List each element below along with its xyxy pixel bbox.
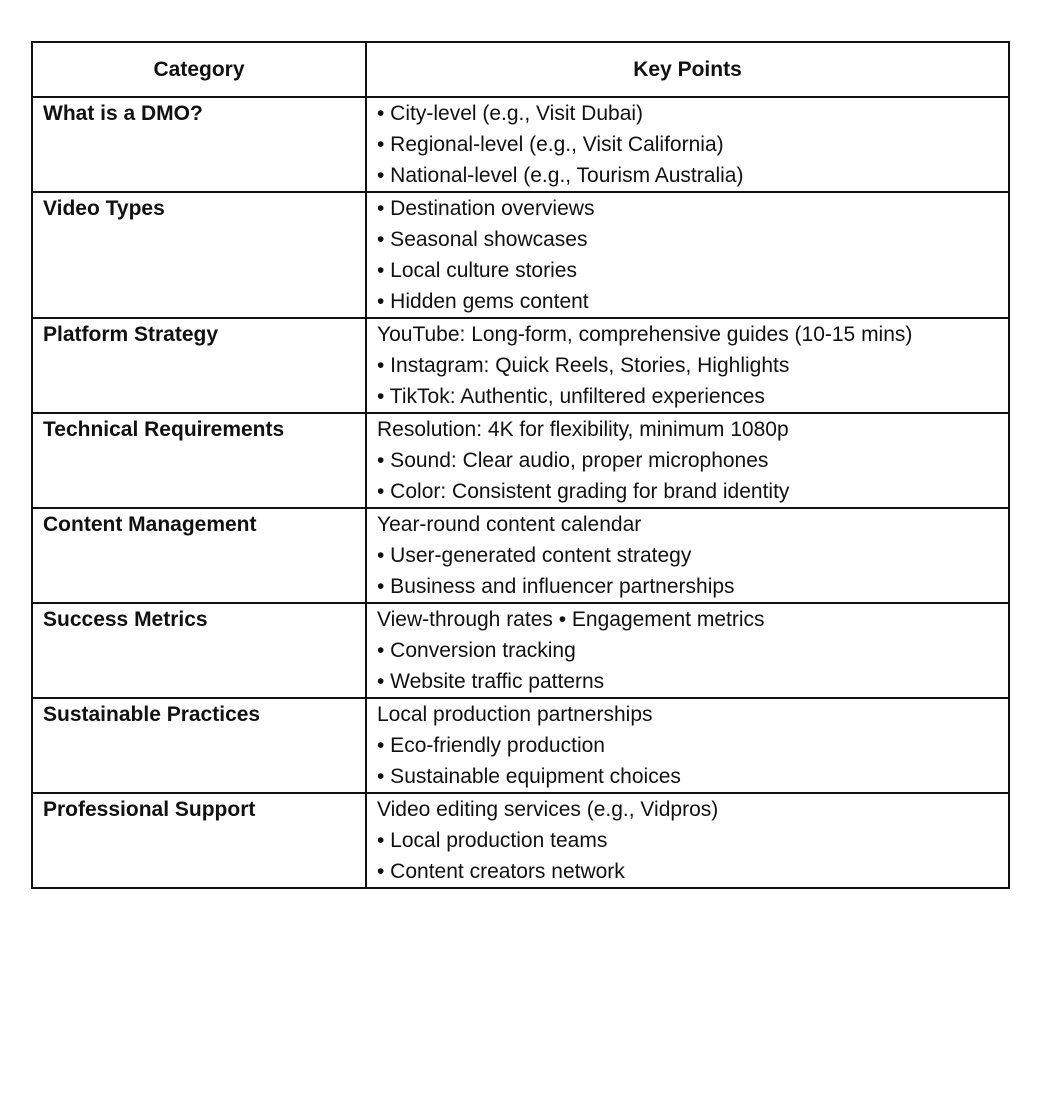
key-points-cell (366, 97, 1009, 192)
table-header (32, 42, 1009, 97)
key-point: • Eco-friendly production (377, 734, 605, 757)
key-point: Video editing services (e.g., Vidpros) (377, 798, 719, 821)
key-point: • Sound: Clear audio, proper microphones (377, 449, 769, 472)
category-cell: Success Metrics (32, 603, 366, 698)
category-cell: Content Management (32, 508, 366, 603)
key-points-cell (366, 318, 1009, 413)
header-category: Category (32, 42, 366, 97)
key-point: • Regional-level (e.g., Visit California) (377, 133, 724, 156)
key-point: Resolution: 4K for flexibility, minimum 1080p (377, 418, 789, 441)
key-point: View-through rates • Engagement metrics (377, 608, 765, 631)
key-point: YouTube: Long-form, comprehensive guides (10-15 mins) (377, 323, 913, 346)
category-cell: Technical Requirements (32, 413, 366, 508)
header-key-points: Key Points (366, 42, 1009, 97)
key-points-cell (366, 603, 1009, 698)
key-point: • Website traffic patterns (377, 670, 605, 693)
key-point: Year-round content calendar (377, 513, 642, 536)
table-row-technical-requirements (32, 413, 1009, 508)
key-points-cell (366, 413, 1009, 508)
table-row-professional-support (32, 793, 1009, 888)
key-points-cell (366, 508, 1009, 603)
table-row-video-types (32, 192, 1009, 318)
category-cell: Platform Strategy (32, 318, 366, 413)
key-point: • Content creators network (377, 860, 625, 883)
key-point: • Instagram: Quick Reels, Stories, Highlights (377, 354, 790, 377)
key-point: • Destination overviews (377, 197, 595, 220)
category-cell: What is a DMO? (32, 97, 366, 192)
key-points-cell (366, 192, 1009, 318)
key-point: • Business and influencer partnerships (377, 575, 735, 598)
key-point: • National-level (e.g., Tourism Australia) (377, 164, 744, 187)
key-point: • User-generated content strategy (377, 544, 692, 567)
table-row-success-metrics (32, 603, 1009, 698)
key-point: • Color: Consistent grading for brand identity (377, 480, 790, 503)
category-cell: Professional Support (32, 793, 366, 888)
key-point: • Hidden gems content (377, 290, 589, 313)
table-row-content-management (32, 508, 1009, 603)
key-point: • Sustainable equipment choices (377, 765, 681, 788)
key-point: Local production partnerships (377, 703, 653, 726)
table-row-what-is-a-dmo (32, 97, 1009, 192)
key-point: • TikTok: Authentic, unfiltered experiences (377, 385, 765, 408)
category-cell: Video Types (32, 192, 366, 318)
key-point: • Conversion tracking (377, 639, 576, 662)
key-points-cell (366, 698, 1009, 793)
table-row-platform-strategy (32, 318, 1009, 413)
key-point: • City-level (e.g., Visit Dubai) (377, 102, 644, 125)
category-cell: Sustainable Practices (32, 698, 366, 793)
table-row-sustainable-practices (32, 698, 1009, 793)
key-point: • Local production teams (377, 829, 608, 852)
header-row (32, 42, 1009, 97)
key-points-cell (366, 793, 1009, 888)
dmo-table (31, 41, 1010, 889)
key-point: • Local culture stories (377, 259, 577, 282)
key-point: • Seasonal showcases (377, 228, 588, 251)
